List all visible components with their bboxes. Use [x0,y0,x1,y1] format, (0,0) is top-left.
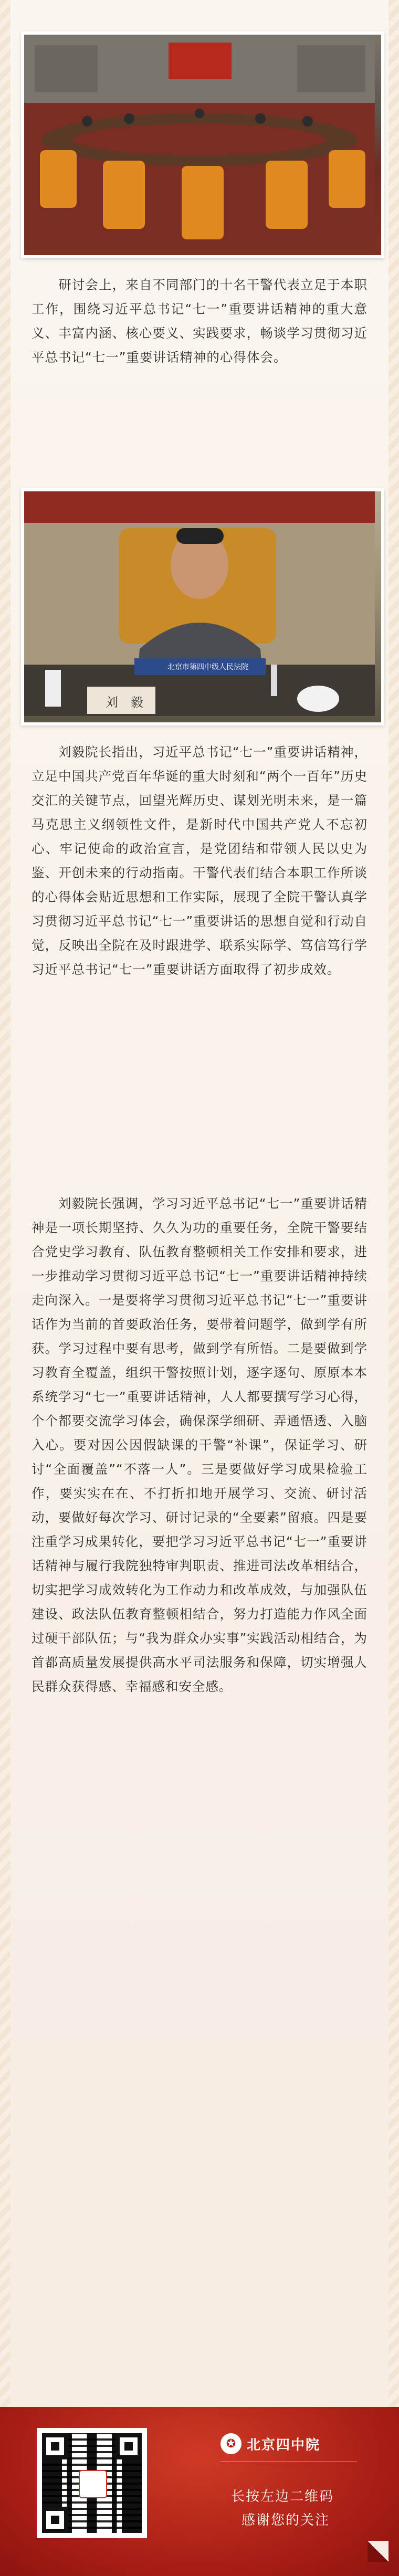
court-sign-label: 北京市第四中级人民法院 [167,663,248,671]
qr-finder-bottom-left [42,2507,68,2533]
qr-finder-top-left [42,2433,68,2459]
nameplate-label: 刘 毅 [106,695,143,710]
footer-thanks: 感谢您的关注 [242,2512,330,2528]
court-emblem-icon: ✪ [220,2433,242,2454]
speaker-photo [21,488,384,726]
footer-banner [0,2407,399,2576]
paragraph-president-emphasis: 刘毅院长强调，学习习近平总书记“七一”重要讲话精神是一项长期坚持、久久为功的重要任务，全院干警要结合党史学习教育、队伍教育整顿相关工作安排和要求，进一步推动学习贯彻习近平总书记“七一”重要讲话精神持续走向深入。一是要将学习贯彻习近平总书记“七一”重要讲话作为当前的首要政治任务，要带着问题学，做到学有所获。学习过程中要有思考，做到学有所悟。二是要做到学习教育全覆盖，组织干警按照计划，逐字逐句、原原本本系统学习“七一”重要讲话精神，人人都要撰写学习心得，个个都要交流学习体会，确保深学细研、弄通悟透、入脑入心。要对因公因假缺课的干警“补课”，保证学习、研讨“全面覆盖”“不落一人”。三是要做好学习成果检验工作，要实实在在、不打折扣地开展学习、交流、研讨活动，要做好每次学习、研讨记录的“全要素”留痕。四是要注重学习成果转化，要把学习习近平总书记“七一”重要讲话精神与履行我院独特审判职责、推进司法改革相结合，切实把学习成效转化为工作动力和改革成效，与加强队伍建设、政法队伍教育整顿相结合，努力打造能力作风全面过硬干部队伍；与“我为群众办实事”实践活动相结合，为首都高质量发展提供高水平司法服务和保障，切实增强人民群众获得感、幸福感和安全感。 [32,1196,368,1694]
meeting-room-illustration [24,35,375,249]
qr-finder-top-right [116,2433,142,2459]
left-decorative-border [0,0,10,2408]
meeting-room-photo [21,31,384,258]
qr-code[interactable] [37,2428,147,2538]
paragraph-seminar-intro: 研讨会上，来自不同部门的十名干警代表立足于本职工作，围绕习近平总书记“七一”重要讲话精神的重大意义、丰富内涵、核心要义、实践要求，畅谈学习贯彻习近平总书记“七一”重要讲话精神的心得体会。 [32,277,368,365]
right-decorative-border [388,0,399,2408]
paragraph-president-remarks: 刘毅院长指出，习近平总书记“七一”重要讲话精神，立足中国共产党百年华诞的重大时刻和“两个一百年”历史交汇的关键节点，回望光辉历史、谋划光明未来，是一篇马克思主义纲领性文件，是新时代中国共产党人不忘初心、牢记使命的政治宣言，是党团结和带领人民以史为鉴、开创未来的行动指南。干警代表们结合本职工作所谈的心得体会贴近思想和工作实际，展现了全院干警认真学习贯彻习近平总书记“七一”重要讲话的思想自觉和行动自觉，反映出全院在及时跟进学、联系实际学、笃信笃行学习近平总书记“七一”重要讲话方面取得了初步成效。 [32,744,368,977]
footer-qr-instruction: 长按左边二维码 [231,2489,334,2505]
qr-code-pattern [42,2433,142,2533]
page-fold-corner [368,2541,388,2562]
qr-logo-icon [79,2470,107,2498]
speaker-illustration [24,491,375,716]
court-name: 北京四中院 [247,2437,321,2453]
